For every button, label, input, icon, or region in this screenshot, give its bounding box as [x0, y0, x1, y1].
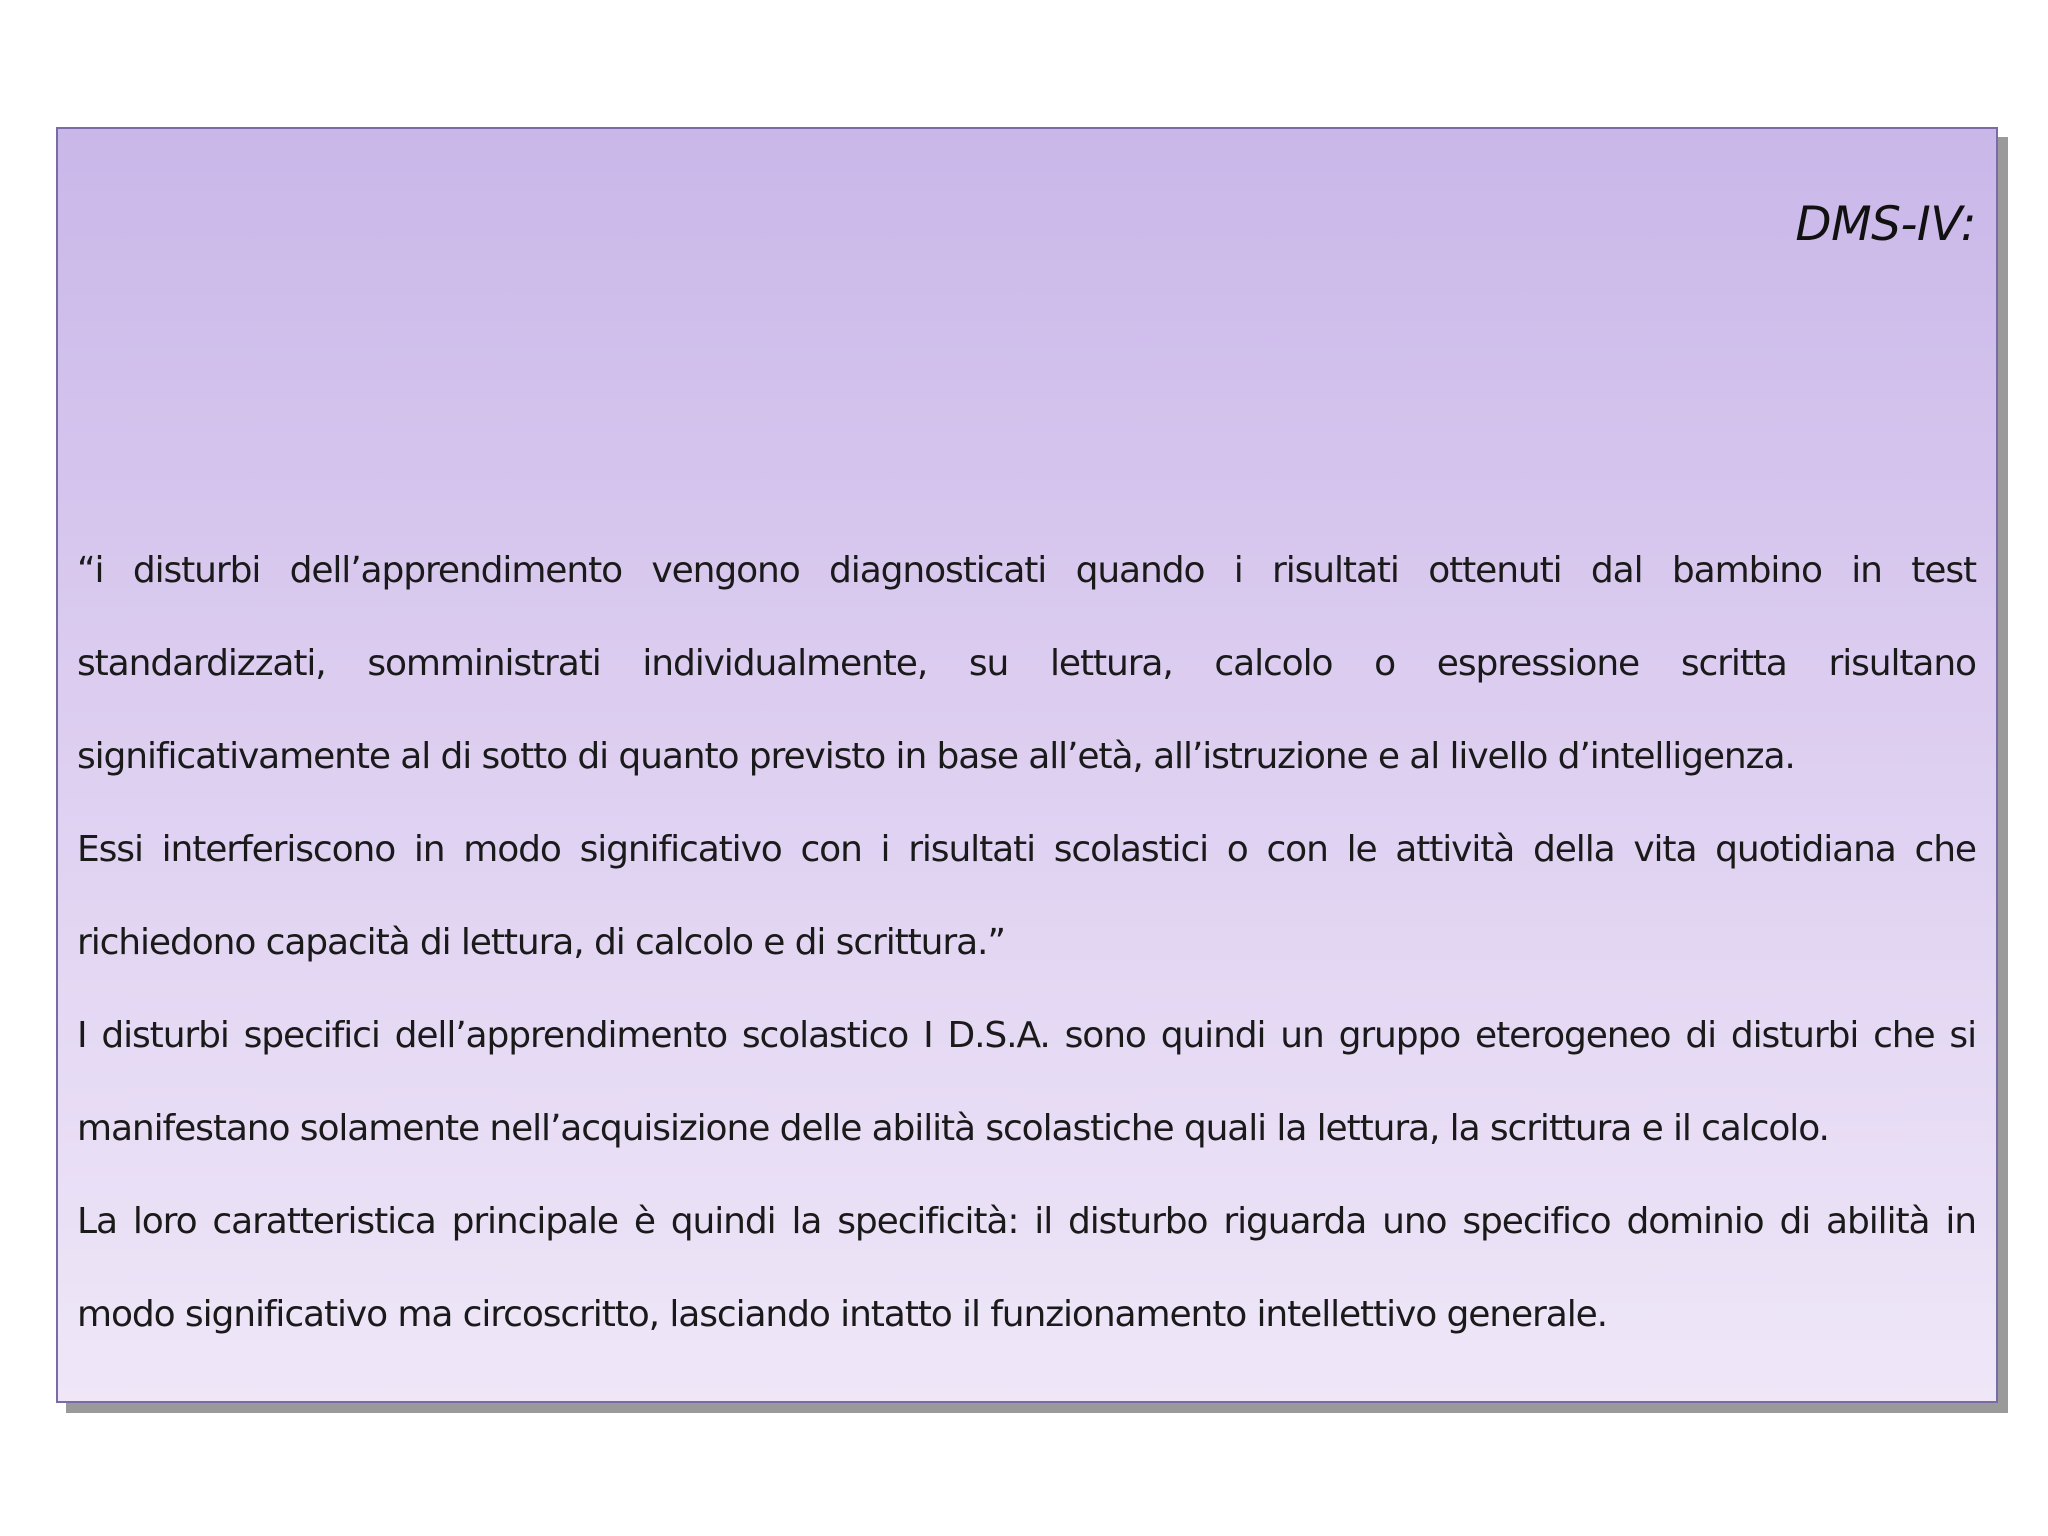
content-box	[56, 127, 1998, 1403]
paragraph-dsa: I disturbi specifici dell’apprendimento scolastico I D.S.A. sono quindi un gruppo eterogeneo di disturbi che si manifestano solamente nell’acquisizione delle abilità scolastiche quali la lettura, la scrittura e il calcolo.	[77, 1015, 1976, 1149]
paragraph-interference: Essi interferiscono in modo significativo con i risultati scolastici o con le attività della vita quotidiana che richiedono capacità di lettura, di calcolo e di scrittura.”	[77, 829, 1976, 963]
slide-title: DMS-IV:	[1795, 197, 1976, 252]
paragraph-specificity: La loro caratteristica principale è quindi la specificità: il disturbo riguarda uno specifico dominio di abilità in modo significativo ma circoscritto, lasciando intatto il funzionamento intellettivo generale.	[77, 1201, 1976, 1335]
paragraph-definition: “i disturbi dell’apprendimento vengono diagnosticati quando i risultati ottenuti dal bambino in test standardizzati, somministrati individualmente, su lettura, calcolo o espressione scritta risultano significativamente al di sotto di quanto previsto in base all’età, all’istruzione e al livello d’intelligenza.	[77, 550, 1976, 777]
body-text	[77, 524, 1976, 1361]
